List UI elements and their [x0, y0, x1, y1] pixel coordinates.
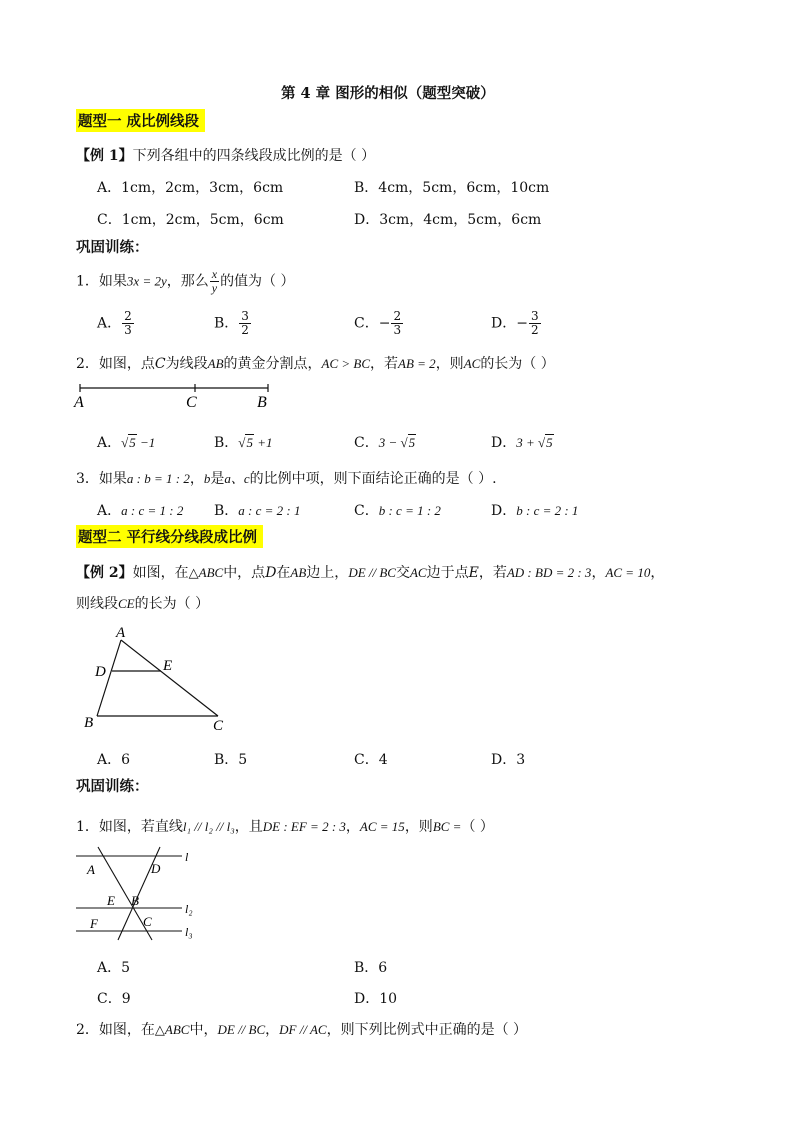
q3-option-c-label: C． — [354, 503, 379, 519]
q1-option-c — [354, 310, 404, 337]
q1-equation: 3x = 2y — [126, 273, 167, 289]
fig2-label-b: B — [84, 715, 94, 731]
q3-option-c — [354, 500, 441, 520]
q2-segment-ac: AC — [463, 356, 481, 371]
ex2-line2-a: 则线段 — [76, 596, 118, 612]
example-2-option-a: A．6 — [97, 752, 131, 768]
s2q1-option-b: B．6 — [354, 960, 388, 976]
q2-option-b-label: B． — [214, 435, 239, 451]
q1-option-d — [491, 310, 542, 337]
q2-text-1: 为线段 — [165, 356, 208, 372]
q3-option-c-value: b : c = 1 : 2 — [378, 503, 441, 518]
q2-option-b: B．√5 +1 — [214, 435, 273, 451]
ex2-point-d: D — [265, 565, 277, 581]
s2q1-text-1: ，且 — [234, 819, 263, 835]
example-2-line-1 — [76, 562, 664, 582]
q1-text-post: 的值为（ ） — [220, 273, 295, 290]
ex2-triangle: △ABC — [188, 565, 224, 580]
q1-option-b-label: B． — [214, 315, 239, 332]
ex2-text-3: 在 — [276, 565, 291, 581]
q1-option-c-label: C． — [354, 315, 379, 332]
fig3-label-c: C — [143, 914, 152, 929]
q3-text-3: 的比例中项，则下面结论正确的是（ ）. — [249, 471, 497, 487]
s2q2-df-parallel: DF // AC — [279, 1022, 327, 1037]
q3-text-2: 是 — [210, 471, 225, 487]
example-2-tag: 【例 2】 — [76, 565, 133, 581]
example-2-option-d: D．3 — [491, 752, 526, 768]
q2-condition: AC > BC — [321, 356, 371, 371]
q3-ac: a、c — [224, 471, 250, 486]
s2q2-text-1: 中， — [189, 1022, 218, 1038]
s2q1-text-2: ， — [345, 819, 360, 835]
q2-text-pre: 2．如图，点 — [76, 356, 155, 372]
example-1-option-b: B．4cm，5cm，6cm，10cm — [354, 180, 550, 196]
q1-option-d-den: 2 — [530, 323, 539, 337]
q1-text-mid: ，那么 — [166, 273, 209, 290]
example-1-stem — [76, 145, 375, 165]
q2-option-b-radicand: 5 — [246, 435, 253, 450]
q2-option-a: A．√5 −1 — [97, 435, 156, 451]
ex2-text-4: 边上， — [306, 565, 349, 581]
practice-2-q1 — [76, 816, 494, 836]
q2-option-d: D．3 + √5 — [491, 435, 553, 451]
practice-2-q2 — [76, 1019, 527, 1039]
q2-ab-value: AB = 2 — [398, 356, 436, 371]
fig-label-b: B — [257, 394, 267, 410]
q2-option-d-label: D． — [491, 435, 517, 451]
ex2-ac-value: AC = 10 — [605, 565, 651, 580]
q1-frac-denominator: y — [211, 281, 218, 295]
q2-option-a-label: A． — [97, 435, 122, 451]
q2-option-b-rest: +1 — [253, 435, 273, 450]
q2-option-a-radicand: 5 — [129, 435, 136, 450]
triangle-abc-figure — [78, 620, 238, 735]
q3-option-b — [214, 500, 301, 520]
fig3-label-f: F — [90, 916, 98, 931]
q3-option-d-label: D． — [491, 503, 517, 519]
q2-text-2: 的黄金分割点， — [223, 356, 322, 372]
q1-option-d-num: 3 — [530, 309, 539, 323]
s2q1-ac-value: AC = 15 — [359, 819, 405, 834]
q1-option-a-num: 2 — [124, 309, 132, 323]
fig3-label-l1: l — [185, 850, 189, 864]
ex2-text-6: 边于点 — [426, 565, 469, 581]
fig3-label-e: E — [107, 893, 115, 908]
q1-option-c-den: 3 — [393, 323, 402, 337]
s2q1-option-c: C．9 — [97, 991, 131, 1007]
ex2-text-7: ，若 — [478, 565, 507, 581]
practice-1-q3 — [76, 468, 497, 488]
fig3-label-l2: l₂ — [185, 902, 193, 916]
example-2-option-b: B．5 — [214, 752, 248, 768]
q2-segment-ab: AB — [207, 356, 224, 371]
q1-text-pre: 1．如果 — [76, 273, 127, 290]
fig3-label-d: D — [151, 861, 161, 876]
fig2-label-a: A — [116, 625, 126, 641]
ex2-side-ab: AB — [290, 565, 307, 580]
q3-option-d — [491, 500, 578, 520]
q1-option-b — [214, 310, 252, 337]
q2-option-d-rest: 3 + — [516, 435, 539, 450]
q2-option-a-rest: −1 — [136, 435, 156, 450]
s2q1-text-4: （ ） — [461, 819, 494, 835]
q3-b: b — [203, 471, 211, 486]
practice-heading-2: 巩固训练： — [76, 778, 149, 795]
s2q1-bc: BC = — [432, 819, 462, 834]
fig2-label-e: E — [163, 658, 173, 674]
q3-option-a-label: A． — [97, 503, 122, 519]
q1-option-b-den: 2 — [241, 323, 249, 337]
s2q2-de-parallel: DE // BC — [217, 1022, 266, 1037]
s2q2-text-pre: 2．如图，在 — [76, 1022, 155, 1038]
q1-option-c-num: 2 — [393, 309, 402, 323]
fig2-label-c: C — [213, 718, 224, 734]
ex2-side-ac: AC — [409, 565, 427, 580]
q1-option-a-den: 3 — [124, 323, 132, 337]
example-1-text: 下列各组中的四条线段成比例的是（ ） — [132, 148, 376, 164]
s2q2-text-3: ，则下列比例式中正确的是（ ） — [326, 1022, 528, 1038]
q1-option-b-num: 3 — [241, 309, 249, 323]
q3-option-b-label: B． — [214, 503, 239, 519]
section-heading-1: 题型一 成比例线段 — [76, 109, 205, 132]
q3-option-a — [97, 500, 183, 520]
ex2-ratio: AD : BD = 2 : 3 — [506, 565, 592, 580]
example-2-option-c: C．4 — [354, 752, 388, 768]
page-title: 第 4 章 图形的相似（题型突破） — [281, 85, 495, 102]
s2q1-text-3: ，则 — [404, 819, 433, 835]
ex2-text-1: 如图，在 — [132, 565, 189, 581]
s2q1-ratio: DE : EF = 2 : 3 — [262, 819, 346, 834]
s2q1-option-d: D．10 — [354, 991, 398, 1007]
q2-text-4: ，则 — [435, 356, 464, 372]
s2q1-parallel-lines: l₁ // l₂ // l₃ — [182, 819, 235, 834]
ex2-text-5: 交 — [395, 565, 410, 581]
side-ac — [121, 640, 218, 716]
ex2-line2-b: 的长为（ ） — [134, 596, 210, 612]
s2q2-text-2: ， — [265, 1022, 280, 1038]
ex2-segment-ce: CE — [118, 596, 135, 611]
example-1-option-a: A．1cm，2cm，3cm，6cm — [97, 180, 284, 196]
q1-option-d-label: D． — [491, 315, 517, 332]
q2-point-c: C — [154, 356, 166, 372]
example-1-option-c: C．1cm，2cm，5cm，6cm — [97, 212, 284, 228]
practice-heading-1: 巩固训练： — [76, 239, 149, 256]
q1-option-c-minus: − — [378, 315, 391, 332]
q3-option-a-value: a : c = 1 : 2 — [121, 503, 184, 518]
q1-option-a-label: A． — [97, 315, 122, 332]
s2q1-text-pre: 1．如图，若直线 — [76, 819, 183, 835]
q3-text-pre: 3．如果 — [76, 471, 127, 487]
q2-option-c-radicand: 5 — [408, 435, 416, 450]
q3-ratio: a : b = 1 : 2 — [126, 471, 190, 486]
golden-section-figure — [72, 380, 282, 410]
s2q1-option-a: A．5 — [97, 960, 131, 976]
ex2-text-2: 中，点 — [223, 565, 266, 581]
fig3-label-b: B — [131, 893, 139, 908]
fig-label-a: A — [74, 394, 84, 410]
ex2-parallel: DE // BC — [348, 565, 396, 580]
section-heading-2: 题型二 平行线分线段成比例 — [76, 525, 263, 548]
s2q2-triangle: △ABC — [154, 1022, 190, 1037]
q3-text-1: ， — [189, 471, 204, 487]
q2-text-5: 的长为（ ） — [480, 356, 555, 372]
parallel-lines-figure — [74, 845, 204, 945]
practice-1-q2 — [76, 353, 555, 373]
example-1-tag: 【例 1】 — [76, 148, 133, 164]
fig-label-c: C — [186, 394, 197, 410]
example-2-line-2 — [76, 593, 209, 613]
q2-text-3: ，若 — [370, 356, 399, 372]
ex2-text-9: ， — [650, 565, 665, 581]
q1-frac-numerator: x — [211, 267, 218, 281]
q2-option-c: C．3 − √5 — [354, 435, 416, 451]
q1-option-a — [97, 310, 135, 337]
fig3-label-a: A — [87, 862, 95, 877]
ex2-text-8: ， — [591, 565, 606, 581]
q3-option-d-value: b : c = 2 : 1 — [516, 503, 579, 518]
practice-1-q1 — [76, 268, 295, 295]
example-1-option-d: D．3cm，4cm，5cm，6cm — [354, 212, 542, 228]
fig2-label-d: D — [95, 664, 106, 680]
fig3-label-l3: l₃ — [185, 925, 193, 939]
q2-option-d-radicand: 5 — [546, 435, 553, 450]
q2-option-c-label: C． — [354, 435, 379, 451]
ex2-point-e: E — [468, 565, 479, 581]
q2-option-c-rest: 3 − — [378, 435, 401, 450]
q1-option-d-minus: − — [516, 315, 528, 332]
q3-option-b-value: a : c = 2 : 1 — [238, 503, 301, 518]
